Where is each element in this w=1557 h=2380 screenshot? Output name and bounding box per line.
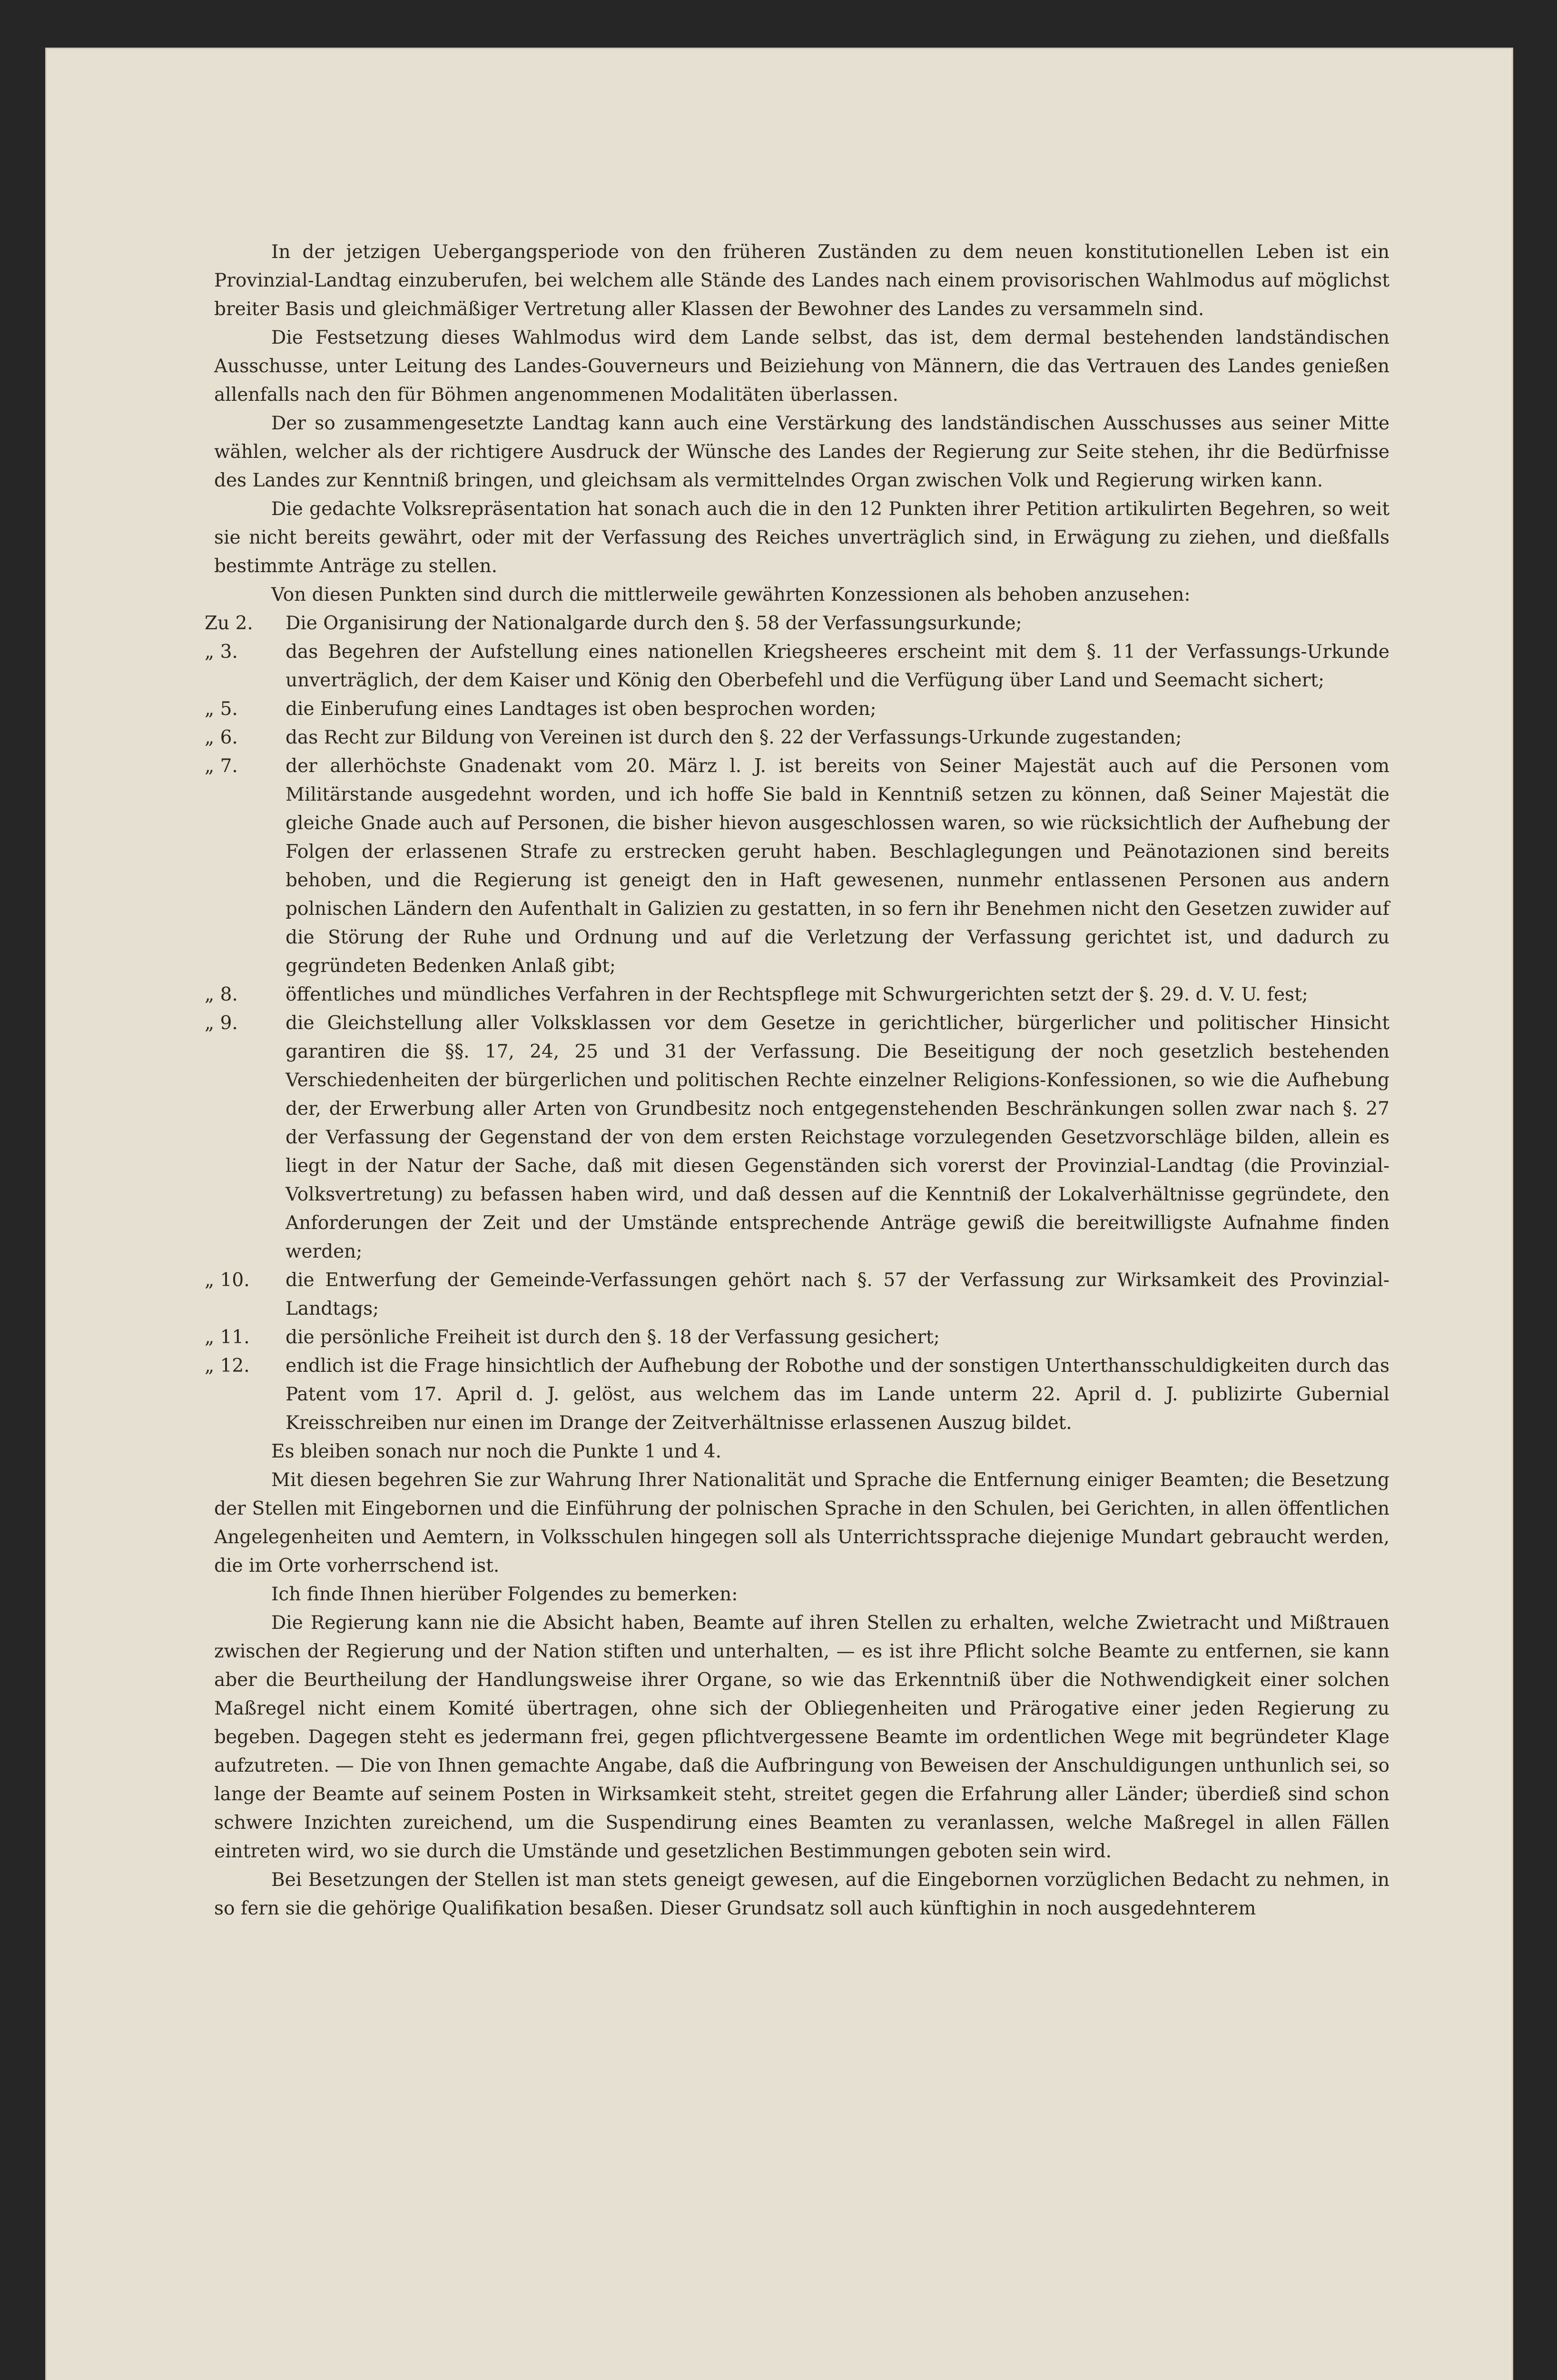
item-text: Die Organisirung der Nationalgarde durch den §. 58 der Verfassungsurkunde; xyxy=(286,613,1022,634)
list-item xyxy=(205,1352,1389,1438)
item-text: der allerhöchste Gnadenakt vom 20. März l. J. ist bereits von Seiner Majestät auch auf die Personen vom Militärstande ausgedehnt worden, und ich hoffe Sie bald in Kenntniß setzen zu können, daß Seiner Majestät die gleiche Gnade auch auf Personen, die bisher hievon ausgeschlossen waren, so wie rücksichtlich der Aufhebung der Folgen der erlassenen Strafe zu erstrecken geruht haben. Beschlaglegungen und Peänotazionen sind bereits behoben, und die Regierung ist geneigt den in Haft gewesenen, nunmehr entlassenen Personen aus andern polnischen Ländern den Aufenthalt in Galizien zu gestatten, in so fern ihr Benehmen nicht den Gesetzen zuwider auf die Störung der Ruhe und Ordnung und auf die Verletzung der Verfassung gerichtet ist, und dadurch zu gegründeten Bedenken Anlaß gibt; xyxy=(286,755,1389,977)
intro-paragraph: In der jetzigen Uebergangsperiode von den früheren Zuständen zu dem neuen konstitutionellen Leben ist ein Provinzial-Landtag einzuberufen, bei welchem alle Stände des Landes nach einem provisorischen Wahlmodus auf möglichst breiter Basis und gleichmäßiger Vertretung aller Klassen der Bewohner des Landes zu versammeln sind. xyxy=(214,241,1389,320)
list-item xyxy=(205,981,1389,1009)
item-number: „ 3. xyxy=(205,641,238,663)
item-text: die Gleichstellung aller Volksklassen vor dem Gesetze in gerichtlicher, bürgerlicher und politischer Hinsicht garantiren die §§. 17, 24, 25 und 31 der Verfassung. Die Beseitigung der noch gesetzlich bestehenden Verschiedenheiten der bürgerlichen und politischen Rechte einzelner Religions-Konfessionen, so wie die Aufhebung der, der Erwerbung aller Arten von Grundbesitz noch entgegenstehenden Beschränkungen sollen zwar nach §. 27 der Verfassung der Gegenstand der von dem ersten Reichstage vorzulegenden Gesetzvorschläge bilden, allein es liegt in der Natur der Sache, daß mit diesen Gegenständen sich vorerst der Provinzial-Landtag (die Provinzial-Volksvertretung) zu befassen haben wird, und daß dessen auf die Kenntniß der Lokalverhältnisse gegründete, den Anforderungen der Zeit und der Umstände entsprechende Anträge gewiß die bereitwilligste Aufnahme finden werden; xyxy=(286,1012,1389,1262)
item-number: „ 11. xyxy=(205,1327,250,1348)
list-item xyxy=(205,1323,1389,1352)
closing-paragraph: Die Regierung kann nie die Absicht haben, Beamte auf ihren Stellen zu erhalten, welche Zwietracht und Mißtrauen zwischen der Regierung und der Nation stiften und unterhalten, — es ist ihre Pflicht solche Beamte zu entfernen, sie kann aber die Beurtheilung der Handlungsweise ihrer Organe, so wie das Erkenntniß über die Nothwendigkeit einer solchen Maßregel nicht einem Komité übertragen, ohne sich der Obliegenheiten und Prärogative einer jeden Regierung zu begeben. Dagegen steht es jedermann frei, gegen pflichtvergessene Beamte im ordentlichen Wege mit begründeter Klage aufzutreten. — Die von Ihnen gemachte Angabe, daß die Aufbringung von Beweisen der Anschuldigungen unthunlich sei, so lange der Beamte auf seinem Posten in Wirksamkeit steht, streitet gegen die Erfahrung aller Länder; überdieß sind schon schwere Inzichten zureichend, um die Suspendirung eines Beamten zu veranlassen, welche Maßregel in allen Fällen eintreten wird, wo sie durch die Umstände und gesetzlichen Bestimmungen geboten sein wird. xyxy=(214,1612,1389,1862)
list-item xyxy=(205,752,1389,981)
item-number: „ 5. xyxy=(205,698,238,720)
closing-paragraph: Mit diesen begehren Sie zur Wahrung Ihrer Nationalität und Sprache die Entfernung einiger Beamten; die Besetzung der Stellen mit Eingebornen und die Einführung der polnischen Sprache in den Schulen, bei Gerichten, in allen öffentlichen Angelegenheiten und Aemtern, in Volksschulen hingegen soll als Unterrichtssprache diejenige Mundart gebraucht werden, die im Orte vorherrschend ist. xyxy=(214,1469,1389,1577)
item-number: „ 6. xyxy=(205,727,238,748)
item-number: „ 8. xyxy=(205,984,238,1005)
item-text: endlich ist die Frage hinsichtlich der Aufhebung der Robothe und der sonstigen Unterthansschuldigkeiten durch das Patent vom 17. April d. J. gelöst, aus welchem das im Lande unterm 22. April d. J. publizirte Gubernial Kreisschreiben nur einen im Drange der Zeitverhältnisse erlassenen Auszug bildet. xyxy=(286,1355,1389,1434)
item-number: „ 9. xyxy=(205,1012,238,1034)
item-number: „ 7. xyxy=(205,755,238,777)
list-item xyxy=(205,1266,1389,1323)
item-text: die persönliche Freiheit ist durch den §. 18 der Verfassung gesichert; xyxy=(286,1327,940,1348)
item-number: „ 12. xyxy=(205,1355,250,1377)
item-text: das Begehren der Aufstellung eines nationellen Kriegsheeres erscheint mit dem §. 11 der Verfassungs-Urkunde unverträglich, der dem Kaiser und König den Oberbefehl und die Verfügung über Land und Seemacht sichert; xyxy=(286,641,1389,691)
item-text: öffentliches und mündliches Verfahren in der Rechtspflege mit Schwurgerichten setzt der §. 29. d. V. U. fest; xyxy=(286,984,1308,1005)
intro-paragraph: Der so zusammengesetzte Landtag kann auch eine Verstärkung des landständischen Ausschusses aus seiner Mitte wählen, welcher als der richtigere Ausdruck der Wünsche des Landes der Regierung zur Seite stehen, ihr die Bedürfnisse des Landes zur Kenntniß bringen, und gleichsam als vermittelndes Organ zwischen Volk und Regierung wirken kann. xyxy=(214,413,1389,491)
document-body xyxy=(205,238,1389,1923)
intro-paragraph: Die Festsetzung dieses Wahlmodus wird dem Lande selbst, das ist, dem dermal bestehenden landständischen Ausschusse, unter Leitung des Landes-Gouverneurs und Beiziehung von Männern, die das Vertrauen des Landes genießen allenfalls nach den für Böhmen angenommenen Modalitäten überlassen. xyxy=(214,327,1389,406)
item-number: „ 10. xyxy=(205,1269,250,1291)
intro-paragraph: Die gedachte Volksrepräsentation hat sonach auch die in den 12 Punkten ihrer Petition artikulirten Begehren, so weit sie nicht bereits gewährt, oder mit der Verfassung des Reiches unverträglich sind, in Erwägung zu ziehen, und dießfalls bestimmte Anträge zu stellen. xyxy=(214,498,1389,577)
intro-paragraph: Von diesen Punkten sind durch die mittlerweile gewährten Konzessionen als behoben anzusehen: xyxy=(271,584,1191,605)
closing-paragraph: Es bleiben sonach nur noch die Punkte 1 und 4. xyxy=(271,1441,722,1462)
item-text: die Entwerfung der Gemeinde-Verfassungen gehört nach §. 57 der Verfassung zur Wirksamkeit des Provinzial-Landtags; xyxy=(286,1269,1389,1319)
list-item xyxy=(205,609,1389,638)
list-item xyxy=(205,695,1389,724)
closing-paragraph: Bei Besetzungen der Stellen ist man stets geneigt gewesen, auf die Eingebornen vorzüglichen Bedacht zu nehmen, in so fern sie die gehörige Qualifikation besaßen. Dieser Grundsatz soll auch künftighin in noch ausgedehnterem xyxy=(214,1869,1389,1919)
list-item xyxy=(205,724,1389,752)
list-item xyxy=(205,638,1389,695)
list-item xyxy=(205,1009,1389,1266)
item-text: die Einberufung eines Landtages ist oben besprochen worden; xyxy=(286,698,877,720)
item-number: Zu 2. xyxy=(205,613,253,634)
item-text: das Recht zur Bildung von Vereinen ist durch den §. 22 der Verfassungs-Urkunde zugestanden; xyxy=(286,727,1182,748)
closing-paragraph: Ich finde Ihnen hierüber Folgendes zu bemerken: xyxy=(271,1584,738,1605)
